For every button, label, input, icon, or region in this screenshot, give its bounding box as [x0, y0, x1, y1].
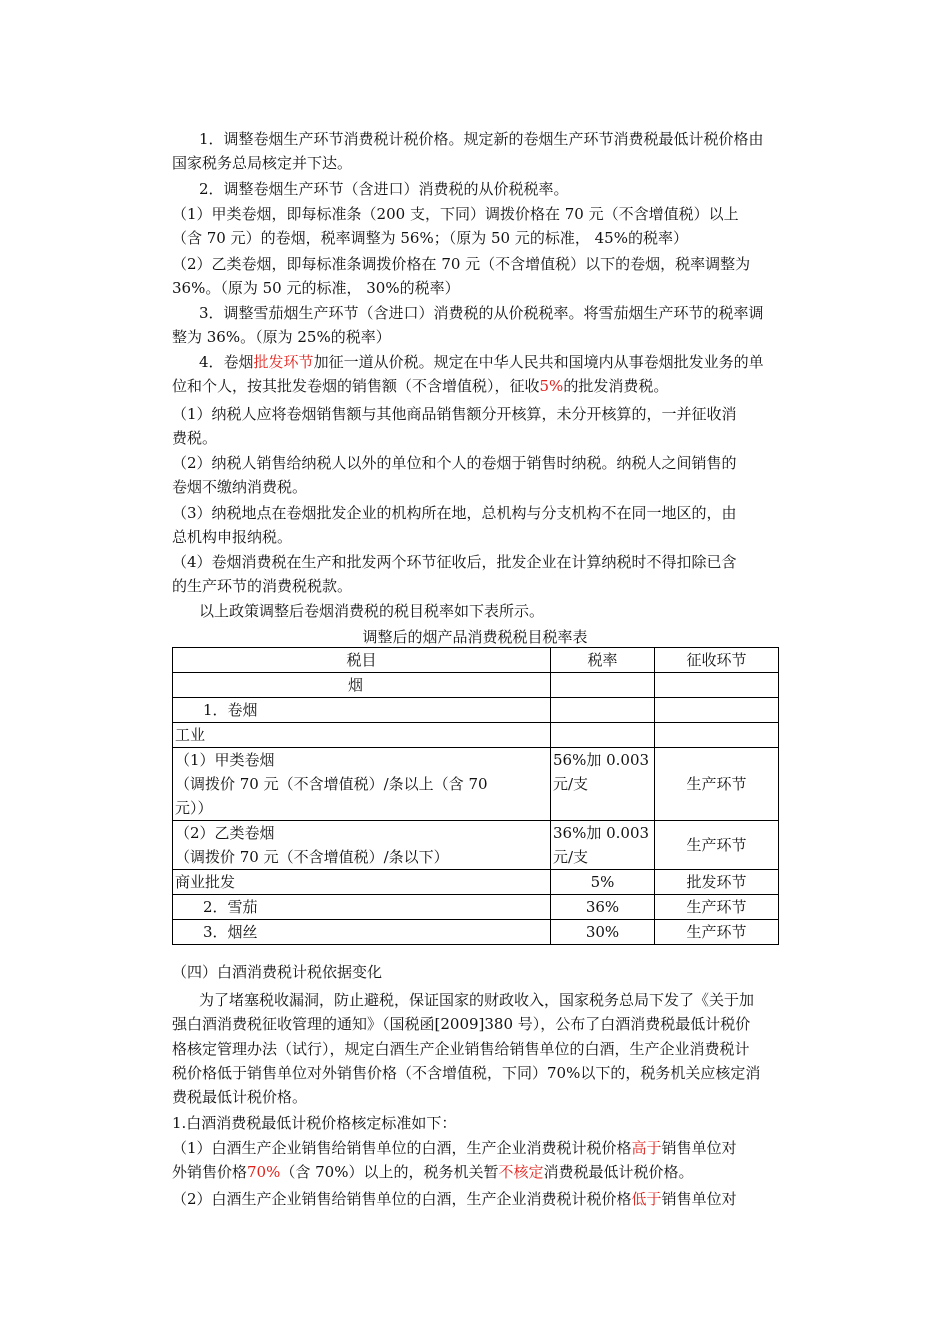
cell-empty	[551, 698, 655, 723]
row-cigar-name: 2．雪茄	[173, 895, 551, 920]
para-6-text-a: 4．卷烟	[199, 353, 254, 371]
para-15-highlight-not-assessed: 不核定	[498, 1163, 544, 1181]
para-13-line-4: 税价格低于销售单位对外销售价格（不含增值税，下同）70%以下的，税务机关应核定消	[172, 1064, 761, 1082]
row-class-b-name	[173, 821, 551, 870]
class-b-rate-line-1: 36%加 0.003	[553, 824, 650, 842]
table-row	[173, 895, 779, 920]
table-row	[173, 920, 779, 945]
table-row	[173, 748, 779, 821]
row-cigar-stage: 生产环节	[655, 895, 779, 920]
cell-empty	[551, 723, 655, 748]
para-14: 1.白酒消费税最低计税价格核定标准如下：	[172, 1114, 457, 1132]
table-row	[173, 870, 779, 895]
para-15-highlight-70pct: 70%	[247, 1163, 281, 1181]
row-industry: 工业	[173, 723, 551, 748]
para-13-line-2: 强白酒消费税征收管理的通知》（国税函[2009]380 号），公布了白酒消费税最低计税价	[172, 1015, 751, 1033]
row-cut-tobacco-rate: 30%	[551, 920, 655, 945]
class-b-rate-line-2: 元/支	[553, 848, 589, 866]
row-wholesale-rate: 5%	[551, 870, 655, 895]
para-15-text-d: （含 70%）以上的，税务机关暂	[280, 1163, 499, 1181]
para-8-line-2: 卷烟不缴纳消费税。	[172, 478, 308, 496]
para-6-highlight-rate: 5%	[539, 377, 564, 395]
para-16-text-a: （2）白酒生产企业销售给销售单位的白酒，生产企业消费税计税价格	[172, 1190, 632, 1208]
table-header-row	[173, 648, 779, 673]
class-a-line-3: 元））	[175, 799, 213, 817]
para-1-line-2: 国家税务总局核定并下达。	[172, 154, 353, 172]
cell-empty	[551, 673, 655, 698]
para-10-line-2: 的生产环节的消费税税款。	[172, 577, 353, 595]
table-row	[173, 723, 779, 748]
row-class-b-rate	[551, 821, 655, 870]
para-6-text-d: 的批发消费税。	[563, 377, 669, 395]
para-3-line-1: （1）甲类卷烟，即每标准条（200 支，下同）调拨价格在 70 元（不含增值税）以上	[172, 205, 739, 223]
header-item: 税目	[173, 648, 551, 673]
para-3-line-2: （含 70 元）的卷烟，税率调整为 56%；（原为 50 元的标准， 45%的税率）	[172, 229, 688, 247]
para-15-text-e: 消费税最低计税价格。	[543, 1163, 694, 1181]
class-b-line-2: （调拨价 70 元（不含增值税）/条以下）	[175, 848, 449, 866]
para-5-line-2: 整为 36%。（原为 25%的税率）	[172, 328, 391, 346]
table-row	[173, 698, 779, 723]
para-5-line-1: 3．调整雪茄烟生产环节（含进口）消费税的从价税税率。将雪茄烟生产环节的税率调	[199, 304, 764, 322]
para-9-line-2: 总机构申报纳税。	[172, 528, 293, 546]
para-6-text-c: 位和个人，按其批发卷烟的销售额（不含增值税），征收	[172, 377, 540, 395]
row-wholesale-name: 商业批发	[173, 870, 551, 895]
row-cigarettes: 1．卷烟	[173, 698, 551, 723]
para-15-line-1	[172, 1138, 737, 1158]
para-2: 2．调整卷烟生产环节（含进口）消费税的从价税税率。	[199, 180, 569, 198]
table-row	[173, 821, 779, 870]
class-a-line-2: （调拨价 70 元（不含增值税）/条以上（含 70	[175, 775, 488, 793]
class-b-line-1: （2）乙类卷烟	[175, 824, 275, 842]
class-a-rate-line-2: 元/支	[553, 775, 589, 793]
para-9-line-1: （3）纳税地点在卷烟批发企业的机构所在地，总机构与分支机构不在同一地区的，由	[172, 504, 737, 522]
para-6-text-b: 加征一道从价税。规定在中华人民共和国境内从事卷烟批发业务的单	[313, 353, 764, 371]
para-8-line-1: （2）纳税人销售给纳税人以外的单位和个人的卷烟于销售时纳税。纳税人之间销售的	[172, 454, 737, 472]
para-15-text-b: 销售单位对	[661, 1139, 737, 1157]
para-7-line-1: （1）纳税人应将卷烟销售额与其他商品销售额分开核算，未分开核算的，一并征收消	[172, 405, 737, 423]
para-15-highlight-higher: 高于	[631, 1139, 662, 1157]
table-caption: 调整后的烟产品消费税税目税率表	[362, 628, 588, 646]
para-15-text-c: 外销售价格	[172, 1163, 248, 1181]
class-a-rate-line-1: 56%加 0.003	[553, 751, 650, 769]
section-heading-liquor: （四）白酒消费税计税依据变化	[172, 963, 383, 981]
cell-empty	[655, 723, 779, 748]
para-15-text-a: （1）白酒生产企业销售给销售单位的白酒，生产企业消费税计税价格	[172, 1139, 632, 1157]
row-tobacco: 烟	[173, 673, 551, 698]
para-16-highlight-lower: 低于	[631, 1190, 662, 1208]
para-13-line-5: 费税最低计税价格。	[172, 1088, 308, 1106]
row-class-a-name	[173, 748, 551, 821]
para-4-line-1: （2）乙类卷烟，即每标准条调拨价格在 70 元（不含增值税）以下的卷烟，税率调整为	[172, 255, 751, 273]
para-6-line-2	[172, 376, 668, 396]
row-wholesale-stage: 批发环节	[655, 870, 779, 895]
class-a-line-1: （1）甲类卷烟	[175, 751, 275, 769]
row-class-a-rate	[551, 748, 655, 821]
header-stage: 征收环节	[655, 648, 779, 673]
cell-empty	[655, 673, 779, 698]
para-6-highlight-wholesale: 批发环节	[253, 353, 314, 371]
header-rate: 税率	[551, 648, 655, 673]
row-cut-tobacco-stage: 生产环节	[655, 920, 779, 945]
para-13-line-1: 为了堵塞税收漏洞，防止避税，保证国家的财政收入，国家税务总局下发了《关于加	[199, 991, 755, 1009]
para-15-line-2	[172, 1162, 694, 1182]
table-row	[173, 673, 779, 698]
tax-rate-table	[172, 647, 779, 945]
para-6-line-1	[199, 352, 764, 372]
para-11: 以上政策调整后卷烟消费税的税目税率如下表所示。	[199, 602, 545, 620]
row-cut-tobacco-name: 3．烟丝	[173, 920, 551, 945]
row-class-b-stage: 生产环节	[655, 821, 779, 870]
para-16-line-1	[172, 1189, 737, 1209]
row-class-a-stage: 生产环节	[655, 748, 779, 821]
row-cigar-rate: 36%	[551, 895, 655, 920]
para-10-line-1: （4）卷烟消费税在生产和批发两个环节征收后，批发企业在计算纳税时不得扣除已含	[172, 553, 737, 571]
para-7-line-2: 费税。	[172, 429, 218, 447]
para-16-text-b: 销售单位对	[661, 1190, 737, 1208]
para-1-line-1: 1．调整卷烟生产环节消费税计税价格。规定新的卷烟生产环节消费税最低计税价格由	[199, 130, 764, 148]
cell-empty	[655, 698, 779, 723]
para-4-line-2: 36%。（原为 50 元的标准， 30%的税率）	[172, 279, 460, 297]
para-13-line-3: 格核定管理办法（试行），规定白酒生产企业销售给销售单位的白酒，生产企业消费税计	[172, 1040, 750, 1058]
